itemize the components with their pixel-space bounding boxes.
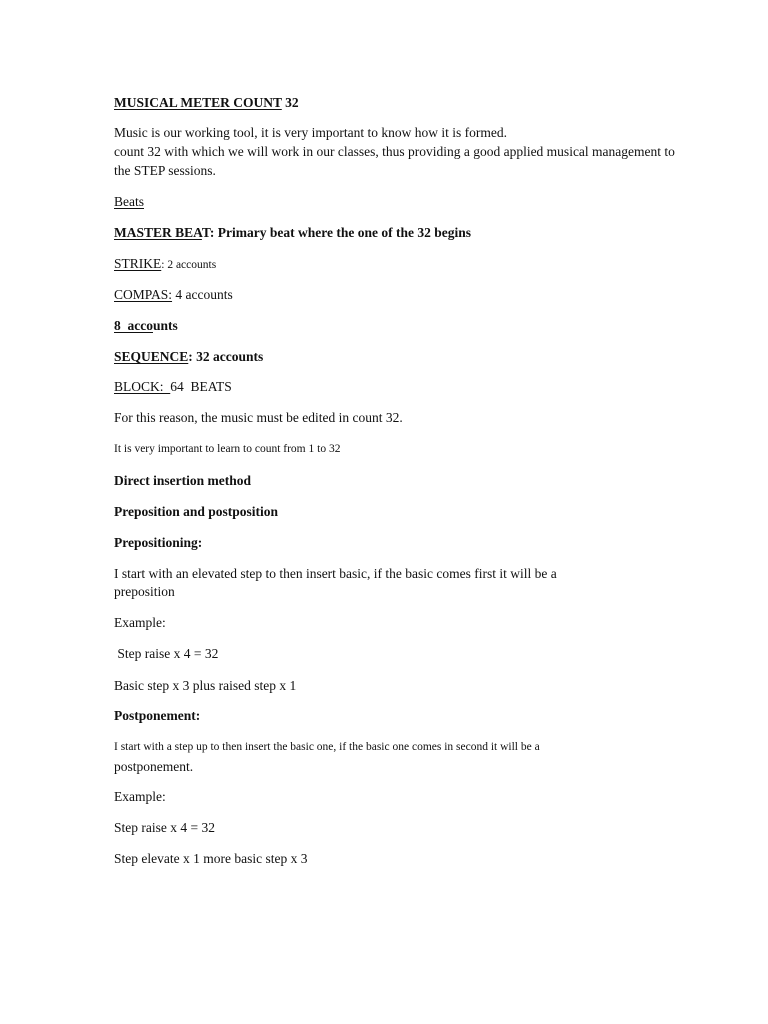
- eight-accounts-underlined: 8 acco: [114, 318, 153, 333]
- sequence-label: SEQUENCE: [114, 349, 189, 364]
- postponement-text-1: I start with a step up to then insert the basic one, if the basic one comes in second it will be a: [114, 741, 540, 753]
- postponement-heading: Postponement:: [114, 708, 201, 723]
- compas-line: [114, 286, 233, 304]
- title-underlined: MUSICAL METER COUNT: [114, 95, 282, 110]
- example-2-line-1: Step raise x 4 = 32: [114, 820, 215, 835]
- learn-line: It is very important to learn to count from 1 to 32: [114, 443, 341, 455]
- block-value: 64 BEATS: [170, 379, 232, 394]
- prepositioning-heading: Prepositioning:: [114, 535, 203, 550]
- block-label: BLOCK:: [114, 379, 171, 394]
- sequence-value: : 32 accounts: [188, 349, 264, 364]
- example-1-label: Example:: [114, 615, 166, 630]
- eight-accounts-line: [114, 317, 178, 335]
- strike-line: [114, 255, 216, 274]
- master-beat-line: [114, 224, 471, 242]
- block-line: [114, 378, 232, 396]
- prep-post-heading: Preposition and postposition: [114, 504, 279, 519]
- strike-label: STRIKE: [114, 256, 162, 271]
- example-2-label: Example:: [114, 789, 166, 804]
- intro-line-3: the STEP sessions.: [114, 163, 216, 178]
- compas-value: 4 accounts: [172, 287, 233, 302]
- compas-label: COMPAS:: [114, 287, 173, 302]
- example-1-line-2: Basic step x 3 plus raised step x 1: [114, 678, 297, 693]
- example-2-line-2: Step elevate x 1 more basic step x 3: [114, 851, 308, 866]
- prepositioning-text-1: I start with an elevated step to then insert basic, if the basic comes first it will be a: [114, 566, 557, 581]
- document-title: [114, 94, 299, 112]
- example-1-line-1: Step raise x 4 = 32: [114, 646, 219, 661]
- sequence-line: [114, 348, 263, 366]
- intro-line-2: count 32 with which we will work in our classes, thus providing a good applied musical management to: [114, 144, 675, 159]
- prepositioning-text-2: preposition: [114, 584, 175, 599]
- intro-line-1: Music is our working tool, it is very important to know how it is formed.: [114, 125, 507, 140]
- title-rest: 32: [281, 95, 299, 110]
- master-beat-label: MASTER BEA: [114, 225, 202, 240]
- eight-accounts-rest: unts: [152, 318, 178, 333]
- strike-value: : 2 accounts: [161, 259, 217, 271]
- beats-heading: Beats: [114, 194, 144, 209]
- direct-insertion-heading: Direct insertion method: [114, 473, 251, 488]
- reason-line: For this reason, the music must be edited in count 32.: [114, 410, 403, 425]
- master-beat-definition: T: Primary beat where the one of the 32 begins: [201, 225, 471, 240]
- postponement-text-2: postponement.: [114, 759, 194, 774]
